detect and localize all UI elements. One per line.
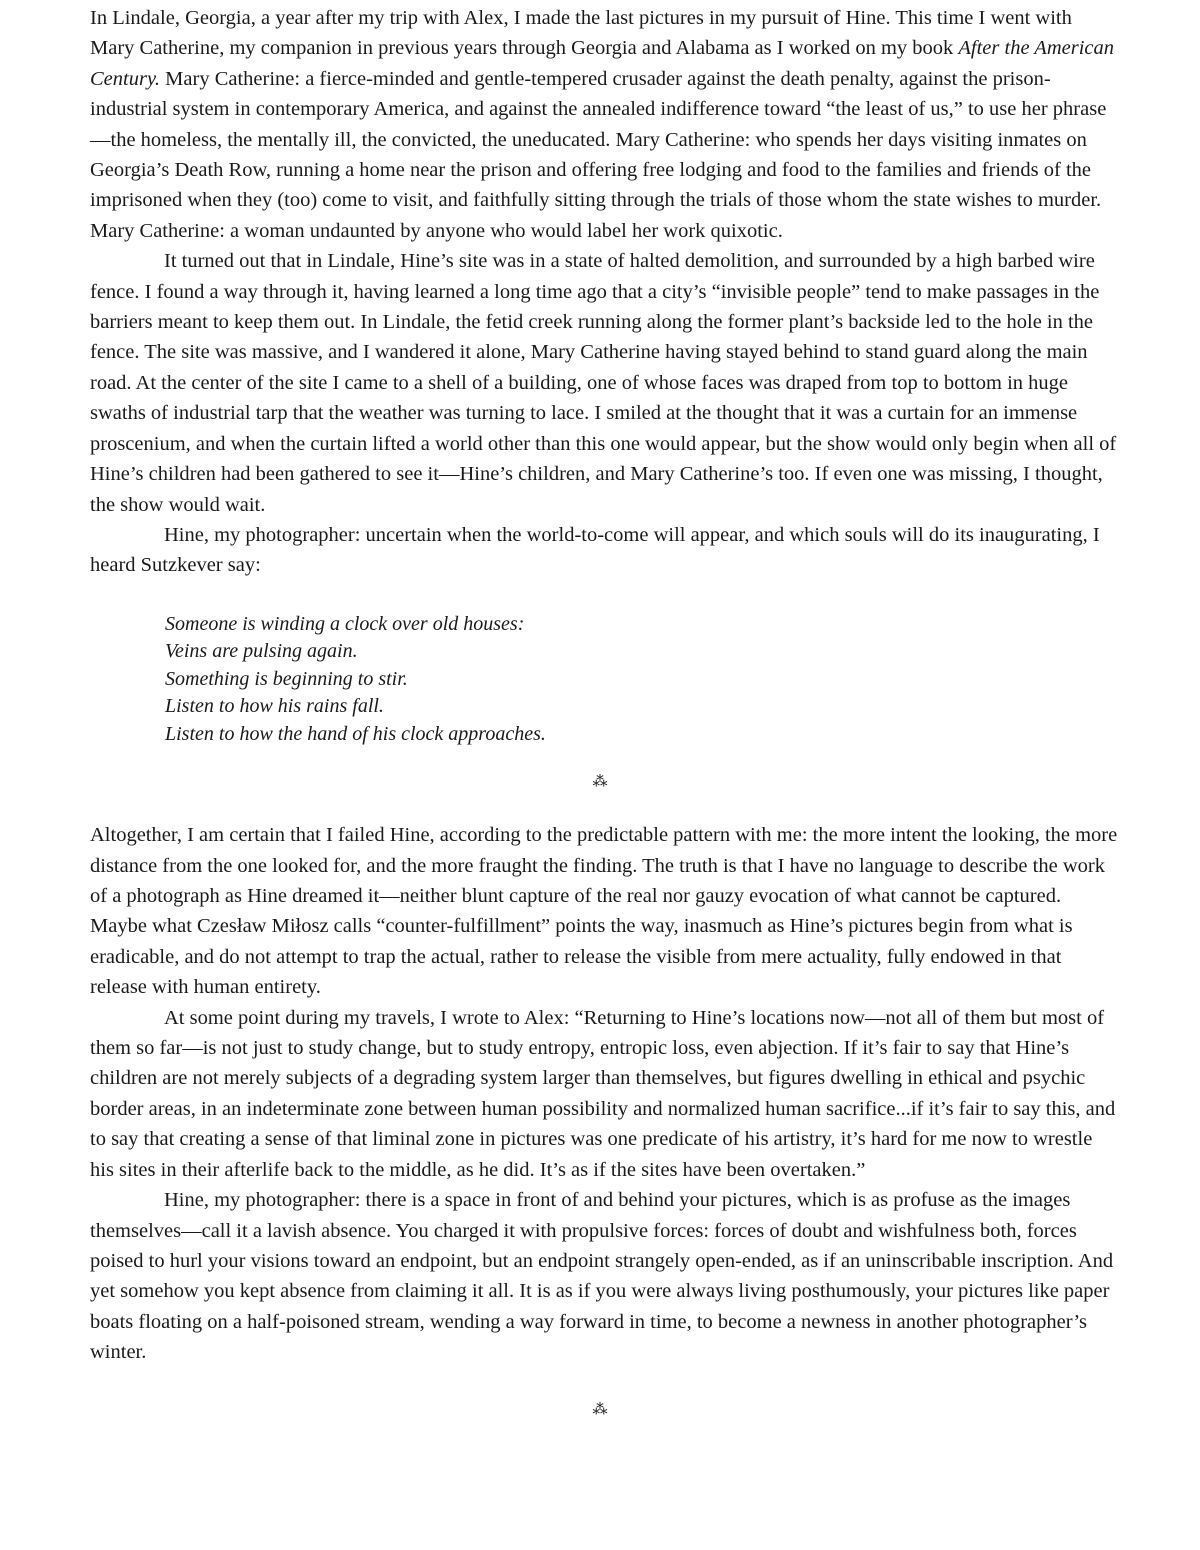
poem-line: Someone is winding a clock over old houses: xyxy=(165,612,525,635)
section-separator: ⁂ xyxy=(592,1401,608,1418)
paragraph-text: In Lindale, Georgia, a year after my trip with Alex, I made the last pictures in my pursuit of Hine. This time I went with Mary Catherine, my companion in previous years through Georgia and Alabama as I worked on my book xyxy=(90,7,1072,60)
paragraph-failed-hine: Altogether, I am certain that I failed Hine, according to the predictable pattern with me: the more intent the looking, the more distance from the one looked for, and the more fraught the finding. The truth is that I have no language to describe the work of a photograph as Hine dreamed it—neither blunt capture of the real nor gauzy evocation of what cannot be captured. Maybe what Czesław Miłosz calls “counter-fulfillment” points the way, inasmuch as Hine’s pictures begin from what is eradicable, and do not attempt to trap the actual, rather to release the visible from mere actuality, fully endowed in that release with human entirety. xyxy=(90,824,1118,999)
paragraph-lavish-absence: Hine, my photographer: there is a space in front of and behind your pictures, which is as profuse as the images themselves—call it a lavish absence. You charged it with propulsive forces: forces of doubt and wishfulness both, forces poised to hurl your visions toward an endpoint, but an endpoint strangely open-ended, as if an uninscribable inscription. And yet somehow you kept absence from claiming it all. It is as if you were always living posthumously, your pictures like paper boats floating on a half-poisoned stream, wending a way forward in time, to become a newness in another photographer’s winter. xyxy=(90,1189,1114,1364)
paragraph-halted-demolition: It turned out that in Lindale, Hine’s site was in a state of halted demolition, and surrounded by a high barbed wire fence. I found a way through it, having learned a long time ago that a city’s “invisible people” tend to make passages in the barriers meant to keep them out. In Lindale, the fetid creek running along the former plant’s backside led to the hole in the fence. The site was massive, and I wandered it alone, Mary Catherine having stayed behind to stand guard along the main road. At the center of the site I came to a shell of a building, one of whose faces was draped from top to bottom in huge swaths of industrial tarp that the weather was turning to lace. I smiled at the thought that it was a curtain for an immense proscenium, and when the curtain lifted a world other than this one would appear, but the show would only begin when all of Hine’s children had been gathered to see it—Hine’s children, and Mary Catherine’s too. If even one was missing, I thought, the show would wait. xyxy=(90,250,1117,516)
paragraph-lindale-intro xyxy=(90,3,1118,246)
poem-line: Veins are pulsing again. xyxy=(165,640,358,663)
poem-line: Listen to how his rains fall. xyxy=(165,695,384,718)
book-title: After the American Century. xyxy=(90,37,1115,90)
poem-line: Something is beginning to stir. xyxy=(165,667,408,690)
section-separator: ⁂ xyxy=(592,774,608,791)
paragraph-letter-to-alex: At some point during my travels, I wrote to Alex: “Returning to Hine’s locations now—not all of them but most of them so far—is not just to study change, but to study entropy, entropic loss, even abjection. If it’s fair to say that Hine’s children are not merely subjects of a degrading system larger than themselves, but figures dwelling in ethical and psychic border areas, in an indeterminate zone between human possibility and normalized human sacrifice...if it’s fair to say this, and to say that creating a sense of that liminal zone in pictures was one predicate of his artistry, it’s hard for me now to wrestle his sites in their afterlife back to the middle, as he did. It’s as if the sites have been overtaken.” xyxy=(90,1006,1116,1181)
document-page xyxy=(90,3,1118,1420)
poem-quote xyxy=(165,611,1118,749)
paragraph-text: Mary Catherine: a fierce-minded and gentle-tempered crusader against the death penalty, against the prison-industrial system in contemporary America, and against the annealed indifference toward “the least of us,” to use her phrase—the homeless, the mentally ill, the convicted, the uneducated. Mary Catherine: who spends her days visiting inmates on Georgia’s Death Row, running a home near the prison and offering free lodging and food to the families and friends of the imprisoned when they (too) come to visit, and faithfully sitting through the trials of those whom the state wishes to murder. Mary Catherine: a woman undaunted by anyone who would label her work quixotic. xyxy=(90,67,1107,242)
poem-line: Listen to how the hand of his clock approaches. xyxy=(165,722,546,745)
paragraph-sutzkever-intro: Hine, my photographer: uncertain when the world-to-come will appear, and which souls will do its inaugurating, I heard Sutzkever say: xyxy=(90,523,1100,577)
